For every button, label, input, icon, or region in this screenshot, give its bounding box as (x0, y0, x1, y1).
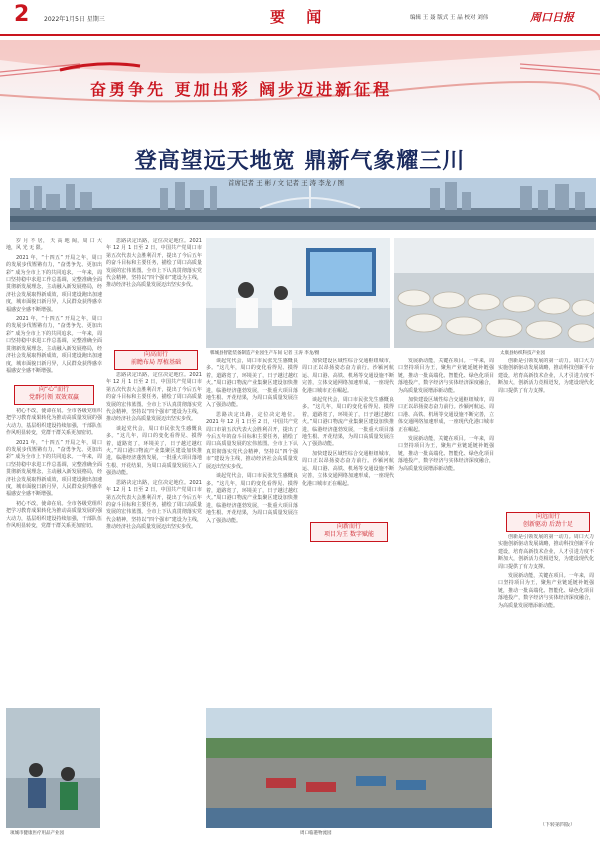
article-column-6a (498, 358, 594, 508)
article-column-5 (398, 358, 494, 704)
subhead-subtitle: 项目为王 数字赋能 (324, 531, 374, 538)
article-byline: 首席记者 王 彬 / 文 记者 王 涛 李龙 / 图 (228, 179, 345, 187)
body-paragraph: 谈起党代会，周口市民张先生感慨良多。“这几年，周口的变化看得见、摸得着，道路宽了，环境美了，日子越过越红火。”周口港口物流产业集聚区建设加快推进，临港经济蓬勃发展，一批重大项目落地生根、开花结果，为周口高质量发展注入了强劲动能。 (206, 358, 298, 409)
footer-caption-right: 周口临港物流园 (300, 831, 332, 836)
photo-lab-image (206, 238, 390, 348)
subhead-box-4 (506, 512, 590, 532)
subhead-box-2 (114, 350, 198, 370)
body-paragraph: 创新是引领发展的第一动力。周口大力实施创新驱动发展战略，推动科技创新平台建设，培育高新技术企业，人才引进力度不断加大，创新活力竞相迸发，为建设现代化周口提供了有力支撑。 (498, 358, 594, 394)
article-column-6b (498, 534, 594, 820)
subhead-title: 向“心”而行 (38, 386, 70, 393)
body-paragraph: 2021 年，“十四五” 开局之年，周口的发展步伐铿锵有力，“奋勇争先、更加出彩” 成为全市上下的共同追求。一年来，周口坚持稳中求进工作总基调，完整准确全面贯彻新发展理念，主动融入新发展格局，经济社会发展取得新成效，项目建设跑出加速度，城市面貌日新月异，人民群众获得感幸福感安全感不断增强。 (6, 316, 102, 374)
editor-line: 编辑 王 聂 版式 王 晶 校对 刘伟 (410, 15, 489, 21)
photo-factory-image (394, 238, 594, 348)
body-paragraph: 初心不改，使命在肩。全市各级党组织把学习教育成果转化为推动高质量发展的强大动力，基层组织建设持续加强，干部队伍作风明显转变，党群干群关系更加密切。 (6, 408, 102, 437)
body-paragraph: 谈起党代会，周口市民张先生感慨良多。“这几年，周口的变化看得见、摸得着，道路宽了，环境美了，日子越过越红火。”周口港口物流产业集聚区建设加快推进，临港经济蓬勃发展，一批重大项目落地生根、开花结果，为周口高质量发展注入了强劲动能。 (206, 473, 298, 524)
subhead-subtitle: 党群引领 双效双赢 (29, 394, 79, 401)
body-paragraph: 思路决定出路，定位决定地位。2021 年 12 月 1 日至 2 日，中国共产党周口市第五次代表大会胜利召开，提出了今后五年的奋斗目标和主要任务，描绘了周口高质量发展的宏伟蓝图。全市上下认真贯彻落实党代会精神，坚持以“四个强市”建设为主线，推动经济社会高质量发展迈出坚实步伐。 (106, 238, 202, 289)
body-paragraph: 加快建设区域性综合交通枢纽城市，周口正以昂扬姿态奋力前行。沙颍河航运、周口港、高铁、机场等交通设施不断完善，立体交通网络加速形成，一座现代化港口城市正在崛起。 (302, 450, 394, 487)
body-paragraph: 谈起党代会，周口市民张先生感慨良多。“这几年，周口的变化看得见、摸得着，道路宽了，环境美了，日子越过越红火。”周口港口物流产业集聚区建设加快推进，临港经济蓬勃发展，一批重大项目落地生根、开花结果，为周口高质量发展注入了强劲动能。 (106, 425, 202, 477)
article-column-2a (106, 238, 202, 348)
body-paragraph: 加快建设区域性综合交通枢纽城市，周口正以昂扬姿态奋力前行。沙颍河航运、周口港、高铁、机场等交通设施不断完善，立体交通网络加速形成，一座现代化港口城市正在崛起。 (398, 397, 494, 433)
body-paragraph: 加快建设区域性综合交通枢纽城市，周口正以昂扬姿态奋力前行。沙颍河航运、周口港、高铁、机场等交通设施不断完善，立体交通网络加速形成，一座现代化港口城市正在崛起。 (302, 358, 394, 394)
newspaper-logo: 周口日报 (530, 11, 574, 24)
article-headline: 登高望远天地宽 鼎新气象耀三川 (134, 148, 466, 174)
article-column-1b (6, 408, 102, 704)
banner-slogan: 奋勇争先 更加出彩 阔步迈进新征程 (90, 80, 393, 99)
photo-port-image (206, 708, 492, 828)
article-column-3 (206, 358, 298, 704)
subhead-box-1 (14, 385, 94, 405)
body-paragraph: 谈起党代会，周口市民张先生感慨良多。“这几年，周口的变化看得见、摸得着，道路宽了，环境美了，日子越过越红火。”周口港口物流产业集聚区建设加快推进，临港经济蓬勃发展，一批重大项目落地生根、开花结果，为周口高质量发展注入了强劲动能。 (302, 397, 394, 448)
body-paragraph: 2021 年，“十四五” 开局之年，周口的发展步伐铿锵有力，“奋勇争先、更加出彩” 成为全市上下的共同追求。一年来，周口坚持稳中求进工作总基调，完整准确全面贯彻新发展理念，主动融入新发展格局，经济社会发展取得新成效，项目建设跑出加速度，城市面貌日新月异，人民群众获得感幸福感安全感不断增强。 (6, 439, 102, 498)
photo-workers-image (6, 708, 100, 828)
page-number: 2 (14, 2, 30, 27)
article-column-2b (106, 372, 202, 702)
body-paragraph: 思路决定出路，定位决定地位。2021 年 12 月 1 日至 2 日，中国共产党周口市第五次代表大会胜利召开，提出了今后五年的奋斗目标和主要任务，描绘了周口高质量发展的宏伟蓝图。全市上下认真贯彻落实党代会精神，坚持以“四个强市”建设为主线，推动经济社会高质量发展迈出坚实步伐。 (206, 411, 298, 470)
section-title: 要 闻 (270, 8, 330, 26)
body-paragraph: 2021 年，“十四五” 开局之年，周口的发展步伐铿锵有力，“奋勇争先、更加出彩” 成为全市上下的共同追求。一年来，周口坚持稳中求进工作总基调，完整准确全面贯彻新发展理念，主动融入新发展格局，经济社会发展取得新成效，项目建设跑出加速度，城市面貌日新月异，人民群众获得感幸福感安全感不断增强。 (6, 254, 102, 313)
body-paragraph: 初心不改，使命在肩。全市各级党组织把学习教育成果转化为推动高质量发展的强大动力，基层组织建设持续加强，干部队伍作风明显转变，党群干群关系更加密切。 (6, 500, 102, 530)
body-paragraph: 创新是引领发展的第一动力。周口大力实施创新驱动发展战略，推动科技创新平台建设，培育高新技术企业，人才引进力度不断加大，创新活力竞相迸发，为建设现代化周口提供了有力支撑。 (498, 534, 594, 570)
subhead-title: 向远而行 (535, 513, 560, 520)
photo-lab (206, 238, 390, 348)
photo-caption: 太康县纺织科技产业园 (500, 351, 545, 356)
subhead-box-3 (310, 522, 388, 542)
body-paragraph: 发展新动能，关键在项目。一年来，周口坚持项目为王，聚焦产业链延链补链强链，推动一批高端化、智能化、绿色化项目落地投产，数字经济与实体经济深度融合，为高质量发展增添新动能。 (498, 573, 594, 609)
subhead-subtitle: 前瞻布局 厚植基础 (131, 359, 181, 366)
issue-date: 2022年1月5日 星期三 (44, 16, 105, 23)
body-paragraph: 思路决定出路，定位决定地位。2021 年 12 月 1 日至 2 日，中国共产党周口市第五次代表大会胜利召开，提出了今后五年的奋斗目标和主要任务，描绘了周口高质量发展的宏伟蓝图。全市上下认真贯彻落实党代会精神，坚持以“四个强市”建设为主线，推动经济社会高质量发展迈出坚实步伐。 (106, 372, 202, 423)
photo-caption: 郸城县智能装备制造产业园生产车间 记者 王涛 李龙/摄 (210, 351, 320, 356)
photo-workers (6, 708, 100, 828)
lead-paragraph: 岁 月 不 居， 天 高 地 阔，周 口 大 地，风 光 无 限。 (6, 238, 102, 252)
photo-factory (394, 238, 594, 348)
body-paragraph: 发展新动能，关键在项目。一年来，周口坚持项目为王，聚焦产业链延链补链强链，推动一批高端化、智能化、绿色化项目落地投产，数字经济与实体经济深度融合，为高质量发展增添新动能。 (398, 436, 494, 472)
subhead-subtitle: 创新驱动 后劲十足 (523, 521, 573, 528)
continuation-note: （下转第四版） (540, 822, 576, 828)
subhead-title: 向新而行 (336, 523, 361, 530)
body-paragraph: 思路决定出路，定位决定地位。2021 年 12 月 1 日至 2 日，中国共产党周口市第五次代表大会胜利召开，提出了今后五年的奋斗目标和主要任务，描绘了周口高质量发展的宏伟蓝图。全市上下认真贯彻落实党代会精神，坚持以“四个强市”建设为主线，推动经济社会高质量发展迈出坚实步伐。 (106, 479, 202, 531)
body-paragraph: 发展新动能，关键在项目。一年来，周口坚持项目为王，聚焦产业链延链补链强链，推动一批高端化、智能化、绿色化项目落地投产，数字经济与实体经济深度融合，为高质量发展增添新动能。 (398, 358, 494, 394)
photo-port (206, 708, 492, 828)
subhead-title: 向高而行 (143, 351, 168, 358)
footer-caption-left: 项城市健康医疗用品产业园 (10, 831, 64, 836)
